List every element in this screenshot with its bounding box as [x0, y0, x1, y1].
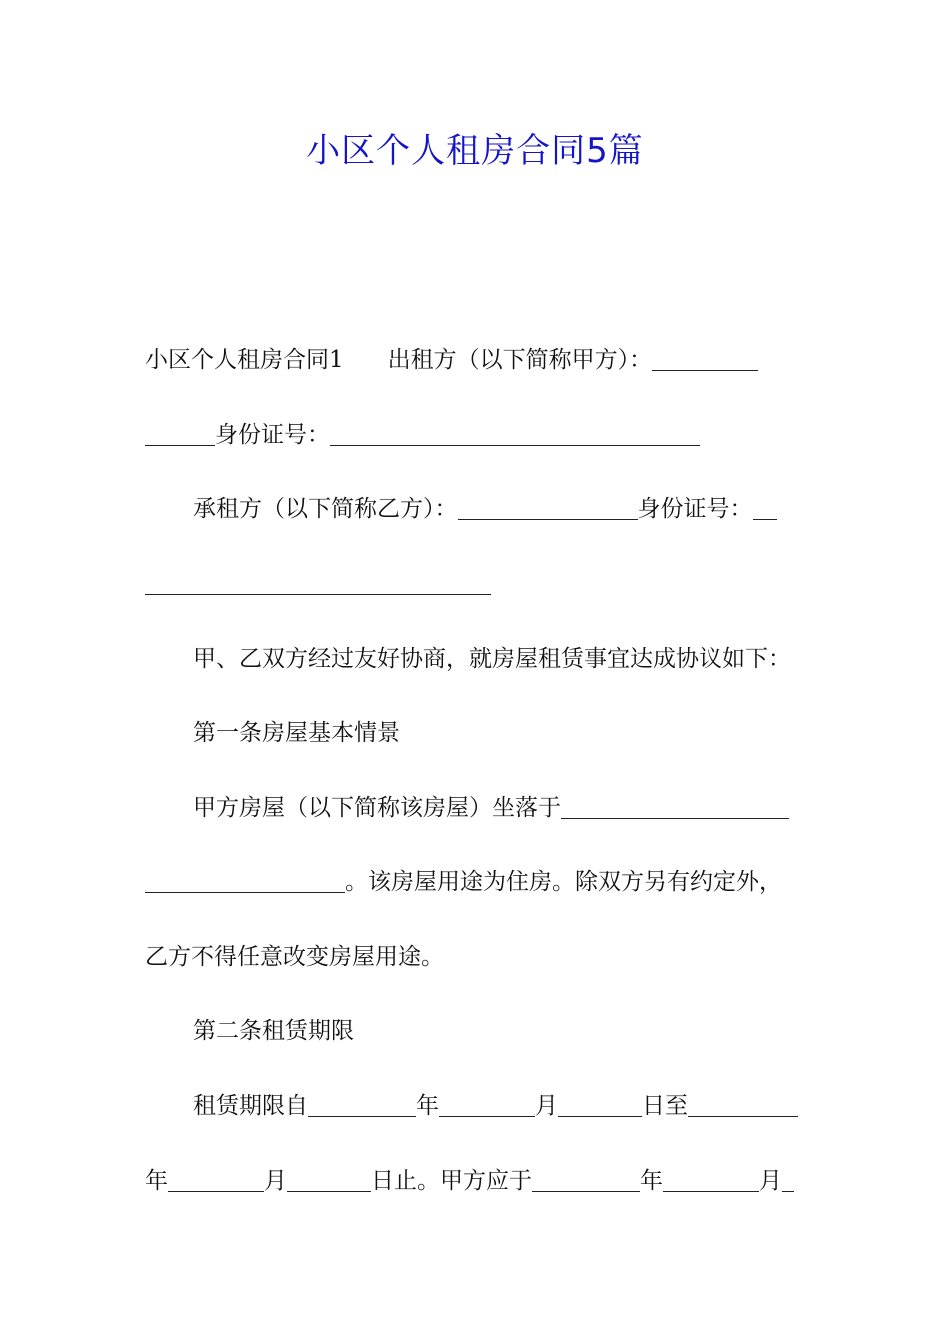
lessee-line	[193, 489, 807, 529]
delivery-day-blank	[782, 1169, 794, 1192]
lessor-label: 出租方（以下简称甲方）：	[387, 347, 653, 373]
end-year-blank	[688, 1094, 798, 1117]
end-day-blank	[287, 1169, 371, 1192]
year-label: 年	[145, 1168, 168, 1194]
lessor-line	[145, 340, 807, 380]
lessee-id-blank-cont	[145, 572, 491, 595]
agreement-intro-text: 甲、乙双方经过友好协商，就房屋租赁事宜达成协议如下：	[193, 646, 791, 672]
usage-restriction-line	[145, 937, 807, 977]
delivery-year-blank	[532, 1169, 640, 1192]
start-month-blank	[439, 1094, 535, 1117]
month-label: 月	[759, 1168, 782, 1194]
lessor-id-label: 身份证号：	[215, 422, 330, 448]
lease-term-line	[193, 1086, 807, 1126]
year-label: 年	[640, 1168, 663, 1194]
end-month-blank	[168, 1169, 264, 1192]
property-usage-text: 。该房屋用途为住房。除双方另有约定外，	[345, 869, 782, 895]
lease-term-label: 租赁期限自	[193, 1093, 308, 1119]
article-2-title: 第二条租赁期限	[193, 1018, 354, 1044]
property-location-label: 甲方房屋（以下简称该房屋）坐落于	[193, 795, 561, 821]
usage-restriction-text: 乙方不得任意改变房屋用途。	[145, 944, 444, 970]
day-to-label: 日至	[642, 1093, 688, 1119]
property-location-blank	[561, 796, 789, 819]
month-label: 月	[264, 1168, 287, 1194]
contract-heading: 小区个人租房合同1	[145, 347, 344, 373]
year-label: 年	[416, 1093, 439, 1119]
delivery-month-blank	[663, 1169, 759, 1192]
property-location-line	[193, 788, 807, 828]
article-2-heading	[193, 1011, 807, 1051]
lessor-name-blank-cont	[145, 423, 215, 446]
lease-end-line	[145, 1161, 807, 1201]
start-day-blank	[558, 1094, 642, 1117]
delivery-label: 日止。甲方应于	[371, 1168, 532, 1194]
lessor-id-line	[145, 415, 807, 455]
lessee-id-cont-line	[145, 564, 807, 604]
lessee-label: 承租方（以下简称乙方）：	[193, 496, 458, 522]
property-location-blank-cont	[145, 870, 345, 893]
month-label: 月	[535, 1093, 558, 1119]
lessor-id-blank	[330, 423, 700, 446]
lessee-id-label: 身份证号：	[637, 496, 753, 522]
article-1-title: 第一条房屋基本情景	[193, 720, 400, 746]
start-year-blank	[308, 1094, 416, 1117]
lessor-name-blank	[652, 348, 758, 371]
property-usage-line	[145, 862, 807, 902]
article-1-heading	[193, 713, 807, 753]
lessee-name-blank	[458, 497, 638, 520]
document-title: 小区个人租房合同5篇	[306, 131, 644, 171]
lessee-id-blank	[753, 497, 777, 520]
agreement-intro	[193, 639, 807, 679]
